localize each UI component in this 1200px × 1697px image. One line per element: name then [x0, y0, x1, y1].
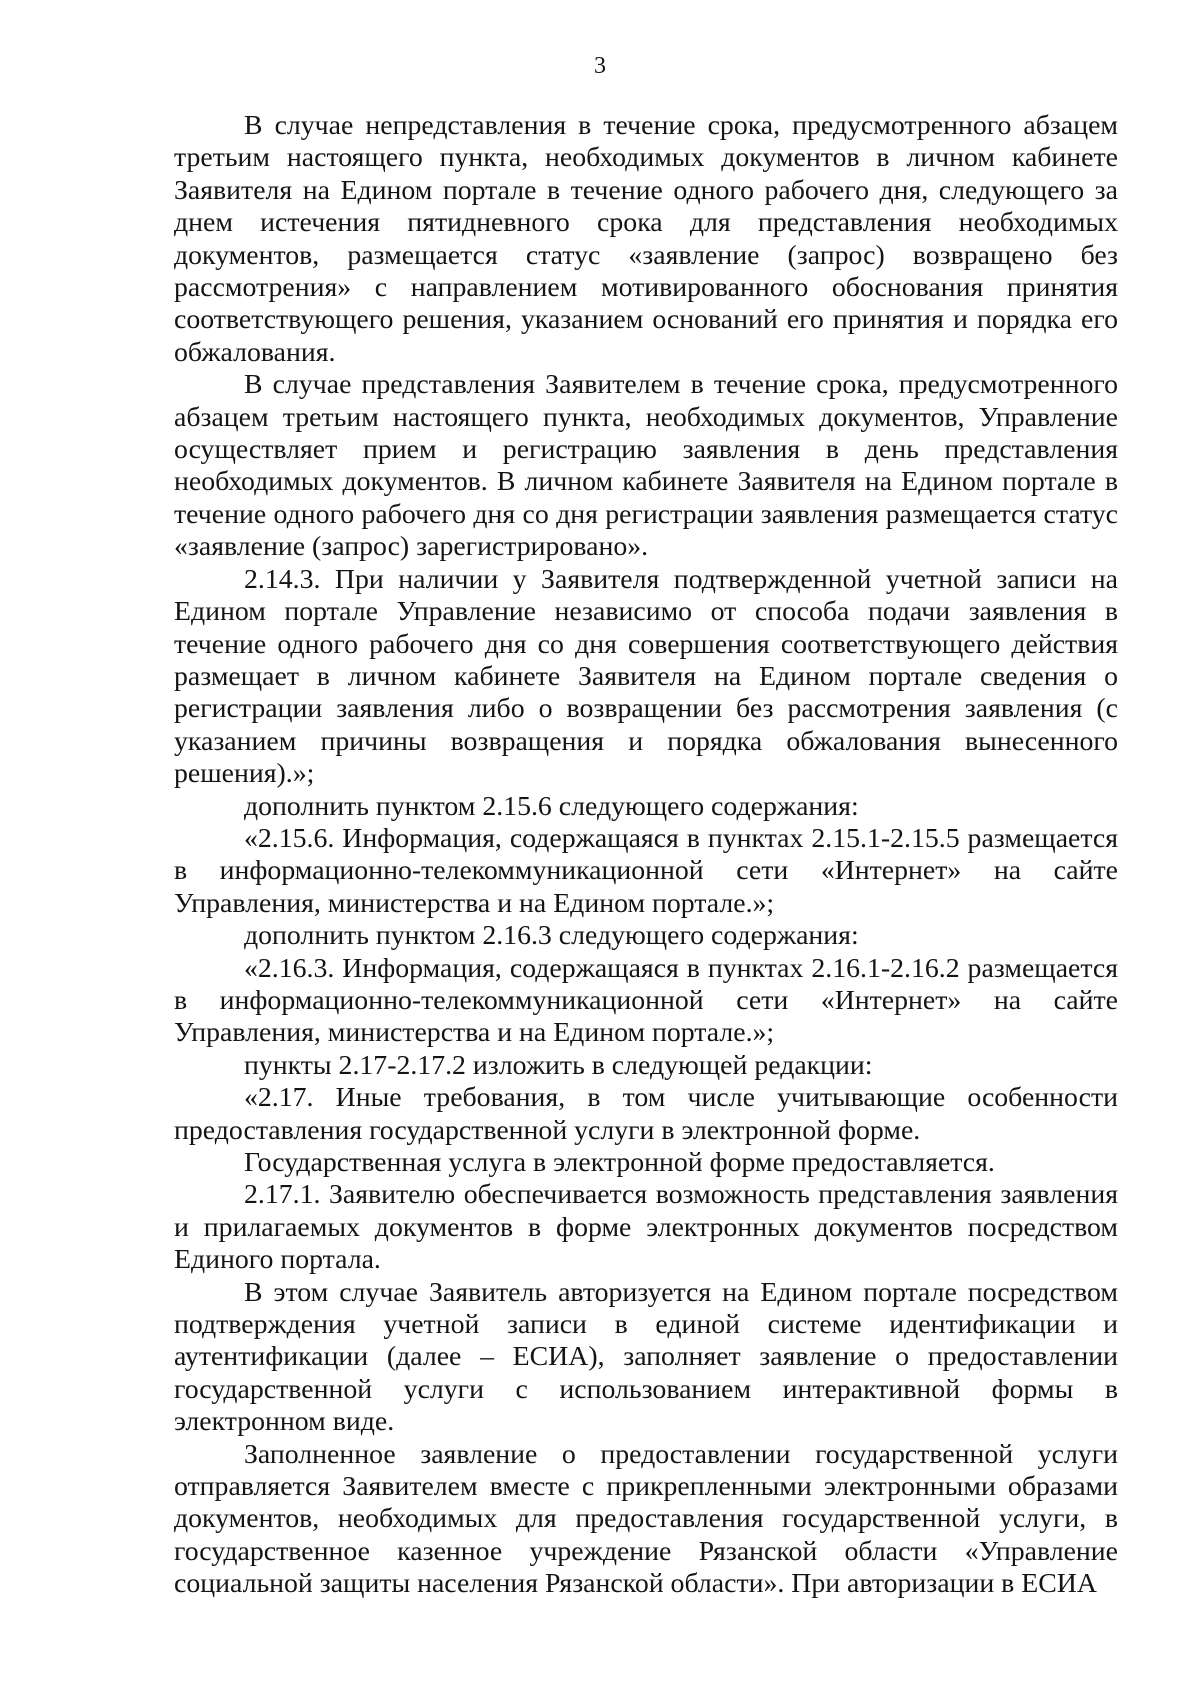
paragraph-esia-authorization: В этом случае Заявитель авторизуется на Едином портале посредством подтверждения учетной записи в единой системе идентификации и аутентификации (далее – ЕСИА), заполняет заявление о предоставлении государственной услуги с использованием интерактивной формы в электронном виде. [174, 1276, 1118, 1438]
paragraph-2-15-6: «2.15.6. Информация, содержащаяся в пунктах 2.15.1-2.15.5 размещается в информационно-телекоммуникационной сети «Интернет» на сайте Управления, министерства и на Едином портале.»; [174, 822, 1118, 919]
paragraph-2-17: «2.17. Иные требования, в том числе учитывающие особенности предоставления государственной услуги в электронной форме. [174, 1082, 1118, 1146]
paragraph-2-16-3: «2.16.3. Информация, содержащаяся в пунктах 2.16.1-2.16.2 размещается в информационно-телекоммуникационной сети «Интернет» на сайте Управления, министерства и на Едином портале.»; [174, 952, 1118, 1049]
paragraph-non-submission-status: В случае непредставления в течение срока, предусмотренного абзацем третьим настоящего пункта, необходимых документов в личном кабинете Заявителя на Едином портале в течение одного рабочего дня, следующего за днем истечения пятидневного срока для представления необходимых документов, размещается статус «заявление (запрос) возвращено без рассмотрения» с направлением мотивированного обоснования принятия соответствующего решения, указанием оснований его принятия и порядка его обжалования. [174, 110, 1118, 368]
paragraph-electronic-form: Государственная услуга в электронной форме предоставляется. [244, 1147, 995, 1178]
paragraph-items-2-17: пункты 2.17-2.17.2 изложить в следующей редакции: [244, 1049, 873, 1081]
paragraph-add-2-15-6: дополнить пунктом 2.15.6 следующего содержания: [244, 790, 859, 822]
paragraph-application-sending: Заполненное заявление о предоставлении государственной услуги отправляется Заявителем вместе с прикрепленными электронными образами документов, необходимых для предоставления государственной услуги, в государственное казенное учреждение Рязанской области «Управление социальной защиты населения Рязанской области». При авторизации в ЕСИА [174, 1438, 1118, 1600]
page-number: 3 [594, 53, 606, 79]
paragraph-submission-registration: В случае представления Заявителем в течение срока, предусмотренного абзацем третьим настоящего пункта, необходимых документов, Управление осуществляет прием и регистрацию заявления в день представления необходимых документов. В личном кабинете Заявителя на Едином портале в течение одного рабочего дня со дня регистрации заявления размещается статус «заявление (запрос) зарегистрировано». [174, 369, 1118, 563]
paragraph-2-17-1: 2.17.1. Заявителю обеспечивается возможность представления заявления и прилагаемых документов в форме электронных документов посредством Единого портала. [174, 1179, 1118, 1276]
paragraph-add-2-16-3: дополнить пунктом 2.16.3 следующего содержания: [244, 920, 859, 952]
document-body [174, 110, 1118, 1601]
paragraph-2-14-3: 2.14.3. При наличии у Заявителя подтвержденной учетной записи на Едином портале Управление независимо от способа подачи заявления в течение одного рабочего дня со дня совершения соответствующего действия размещает в личном кабинете Заявителя на Едином портале сведения о регистрации заявления либо о возвращении без рассмотрения заявления (с указанием причины возвращения и порядка обжалования вынесенного решения).»; [174, 563, 1118, 790]
